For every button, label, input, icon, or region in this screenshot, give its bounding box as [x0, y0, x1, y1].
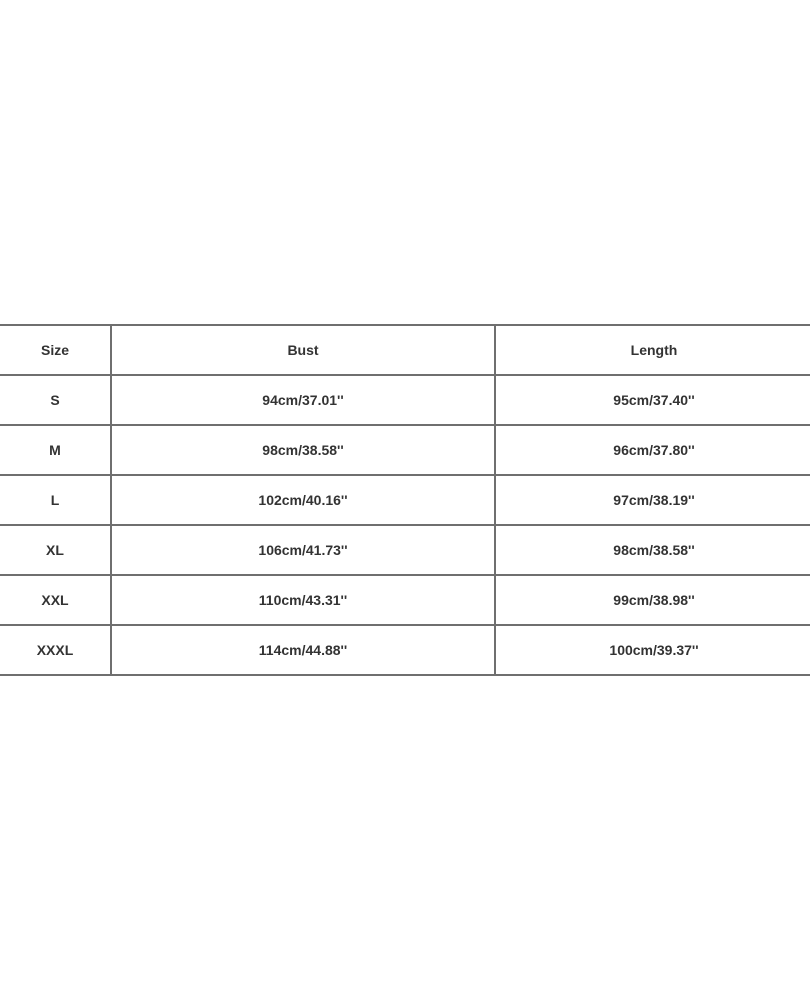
length-cell: 98cm/38.58'' [495, 525, 810, 575]
size-cell: S [0, 375, 111, 425]
length-cell: 96cm/37.80'' [495, 425, 810, 475]
size-cell: XXXL [0, 625, 111, 675]
bust-cell: 114cm/44.88'' [111, 625, 495, 675]
bust-cell: 98cm/38.58'' [111, 425, 495, 475]
column-header-bust: Bust [111, 325, 495, 375]
table-row [0, 625, 810, 675]
length-cell: 99cm/38.98'' [495, 575, 810, 625]
column-header-length: Length [495, 325, 810, 375]
length-cell: 100cm/39.37'' [495, 625, 810, 675]
size-cell: L [0, 475, 111, 525]
bust-cell: 94cm/37.01'' [111, 375, 495, 425]
bust-cell: 110cm/43.31'' [111, 575, 495, 625]
table-row [0, 475, 810, 525]
length-cell: 97cm/38.19'' [495, 475, 810, 525]
table-row [0, 525, 810, 575]
bust-cell: 106cm/41.73'' [111, 525, 495, 575]
table-row [0, 375, 810, 425]
column-header-size: Size [0, 325, 111, 375]
bust-cell: 102cm/40.16'' [111, 475, 495, 525]
size-chart-table [0, 324, 810, 676]
size-cell: M [0, 425, 111, 475]
table-row [0, 575, 810, 625]
table-row [0, 425, 810, 475]
table-header-row [0, 325, 810, 375]
size-cell: XL [0, 525, 111, 575]
length-cell: 95cm/37.40'' [495, 375, 810, 425]
size-cell: XXL [0, 575, 111, 625]
